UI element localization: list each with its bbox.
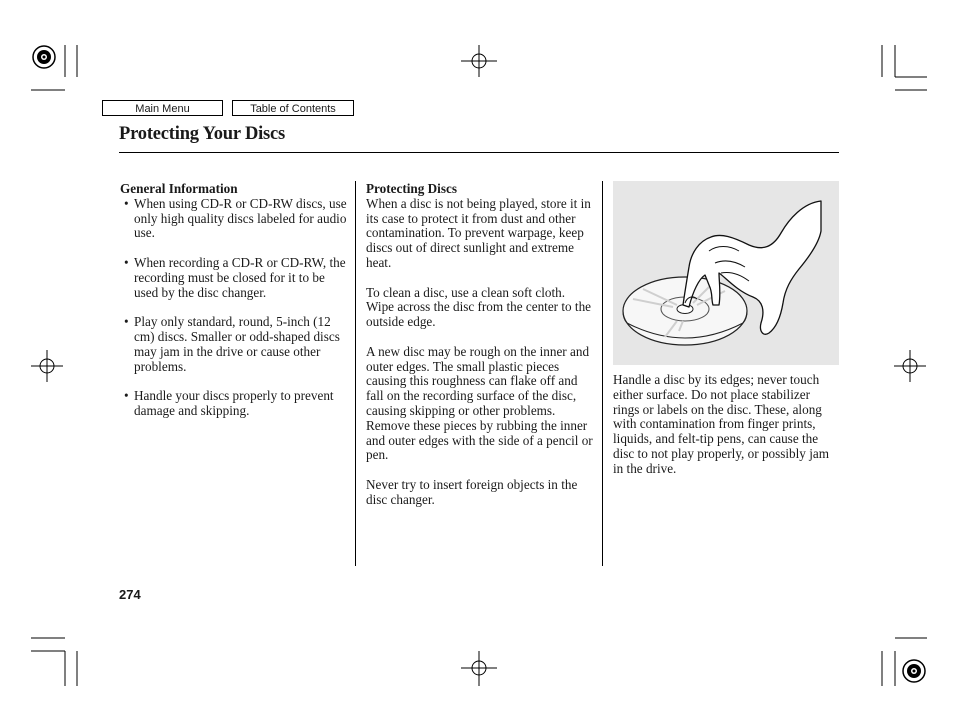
title-rule (119, 152, 839, 153)
column-divider (355, 181, 356, 566)
section-heading: General Information (120, 181, 238, 196)
paragraph: Never try to insert foreign objects in the disc changer. (366, 476, 578, 507)
paragraph: To clean a disc, use a clean soft cloth. Wipe across the disc from the center to the outside edge. (366, 284, 592, 330)
list-item: • Handle your discs properly to prevent damage and skipping. (120, 389, 352, 419)
paragraph: When a disc is not being played, store it in its case to protect it from dust and other contamination. To prevent warpage, keep discs out of direct sunlight and extreme heat. (366, 195, 591, 270)
bullet-list (120, 197, 352, 419)
general-information-section (120, 182, 352, 434)
column-divider (602, 181, 603, 566)
paragraph: A new disc may be rough on the inner and outer edges. The small plastic pieces causing this roughness can flake off and fall on the recording surface of the disc, causing skipping or other problems. Remove these pieces by rubbing the inner and outer edges with the side of a pencil or pen. (366, 343, 593, 463)
section-heading: Protecting Discs (366, 181, 457, 196)
list-item: • When using CD-R or CD-RW discs, use only high quality discs labeled for audio use. (120, 197, 352, 241)
list-item: • Play only standard, round, 5-inch (12 cm) discs. Smaller or odd-shaped discs may jam in the drive or cause other problems. (120, 315, 352, 374)
page-title: Protecting Your Discs (119, 124, 286, 144)
protecting-discs-section (366, 182, 596, 522)
list-item: • When recording a CD-R or CD-RW, the recording must be closed for it to be used by the disc changer. (120, 256, 352, 300)
registration-mark-icon (33, 46, 55, 68)
disc-handling-illustration (613, 181, 839, 365)
table-of-contents-button[interactable]: Table of Contents (232, 100, 354, 116)
page-number: 274 (119, 587, 141, 602)
main-menu-button[interactable]: Main Menu (102, 100, 223, 116)
figure-caption: Handle a disc by its edges; never touch either surface. Do not place stabilizer rings or labels on the disc. These, along with contamination from finger prints, liquids, and felt-tip pens, can cause the disc to not play properly, or possibly jam in the drive. (613, 372, 829, 476)
